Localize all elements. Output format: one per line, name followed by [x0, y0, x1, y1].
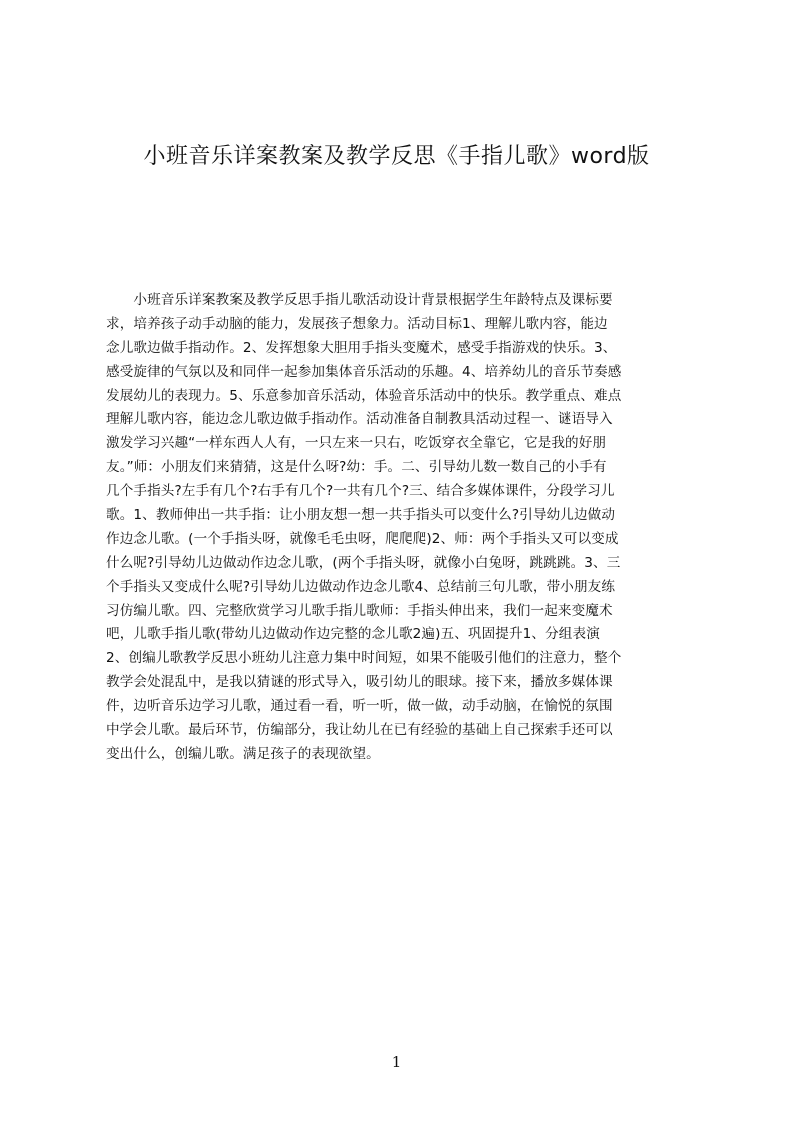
body-line: 求，培养孩子动手动脑的能力，发展孩子想象力。活动目标1、理解儿歌内容，能边	[106, 315, 608, 332]
page-number: 1	[391, 1053, 402, 1071]
body-line: 什么呢?引导幼儿边做动作边念儿歌，(两个手指头呀，就像小白兔呀，跳跳跳。3、三	[106, 554, 621, 571]
body-line: 发展幼儿的表现力。5、乐意参加音乐活动，体验音乐活动中的快乐。教学重点、难点	[106, 387, 622, 404]
body-line: 激发学习兴趣“一样东西人人有，一只左来一只右，吃饭穿衣全靠它，它是我的好朋	[106, 435, 607, 452]
body-line: 作边念儿歌。(一个手指头呀，就像毛毛虫呀，爬爬爬)2、师：两个手指头又可以变成	[106, 530, 619, 547]
body-line: 变出什么，创编儿歌。满足孩子的表现欲望。	[106, 745, 380, 762]
body-line: 感受旋律的气氛以及和同伴一起参加集体音乐活动的乐趣。4、培养幼儿的音乐节奏感	[106, 363, 622, 380]
body-line: 吧，儿歌手指儿歌(带幼儿边做动作边完整的念儿歌2遍)五、巩固提升1、分组表演	[106, 626, 600, 643]
body-line: 个手指头又变成什么呢?引导幼儿边做动作边念儿歌4、总结前三句儿歌，带小朋友练	[106, 578, 616, 595]
body-line: 理解儿歌内容，能边念儿歌边做手指动作。活动准备自制教具活动过程一、谜语导入	[106, 411, 613, 428]
body-line: 件，边听音乐边学习儿歌，通过看一看，听一听，做一做，动手动脑，在愉悦的氛围	[106, 698, 613, 715]
document-title: 小班音乐详案教案及教学反思《手指儿歌》word版	[143, 144, 650, 169]
body-line: 小班音乐详案教案及教学反思手指儿歌活动设计背景根据学生年龄特点及课标要	[106, 292, 613, 308]
document-body	[106, 289, 698, 829]
body-line: 友。”师：小朋友们来猜猜，这是什么呀?幼：手。二、引导幼儿数一数自己的小手有	[106, 459, 607, 476]
body-line: 习仿编儿歌。四、完整欣赏学习儿歌手指儿歌师：手指头伸出来，我们一起来变魔术	[106, 602, 613, 619]
body-line: 歌。1、教师伸出一共手指：让小朋友想一想一共手指头可以变什么?引导幼儿边做动	[106, 507, 616, 524]
body-line: 2、创编儿歌教学反思小班幼儿注意力集中时间短，如果不能吸引他们的注意力，整个	[106, 650, 622, 667]
body-line: 教学会处混乱中，是我以猜谜的形式导入，吸引幼儿的眼球。接下来，播放多媒体课	[106, 674, 613, 691]
body-line: 几个手指头?左手有几个?右手有几个?一共有几个?三、结合多媒体课件，分段学习儿	[106, 483, 615, 500]
body-line: 中学会儿歌。最后环节，仿编部分，我让幼儿在已有经验的基础上自己探索手还可以	[106, 722, 613, 739]
body-line: 念儿歌边做手指动作。2、发挥想象大胆用手指头变魔术，感受手指游戏的快乐。3、	[106, 339, 617, 356]
